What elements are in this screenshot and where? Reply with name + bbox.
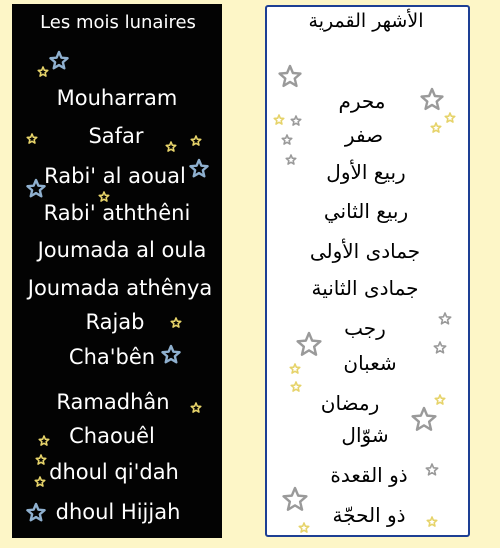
arabic-month-7: رجب: [344, 316, 386, 340]
french-month-7: Rajab: [85, 310, 145, 334]
star-icon: [424, 514, 440, 530]
french-month-6: Joumada athênya: [27, 276, 213, 300]
star-icon: [163, 139, 179, 155]
french-month-10: Chaouêl: [69, 424, 155, 448]
french-month-9: Ramadhân: [56, 390, 170, 414]
arabic-month-10: شوّال: [341, 423, 389, 447]
french-month-4: Rabi' aththêni: [43, 201, 191, 225]
star-icon: [409, 405, 439, 435]
star-icon: [276, 63, 304, 91]
star-icon: [36, 433, 52, 449]
arabic-month-2: صفر: [344, 123, 384, 147]
arabic-month-1: محرم: [338, 89, 386, 113]
arabic-month-6: جمادى الثانية: [311, 276, 419, 300]
star-icon: [24, 131, 40, 147]
french-title: Les mois lunaires: [40, 12, 196, 33]
star-icon: [168, 315, 184, 331]
star-icon: [431, 339, 449, 357]
french-month-3: Rabi' al aoual: [44, 164, 186, 188]
star-icon: [24, 501, 48, 525]
star-icon: [96, 189, 112, 205]
star-icon: [187, 157, 211, 181]
star-icon: [423, 461, 441, 479]
arabic-title: الأشهر القمرية: [308, 10, 424, 32]
star-icon: [188, 133, 204, 149]
french-month-2: Safar: [88, 124, 144, 148]
star-icon: [159, 343, 183, 367]
arabic-month-12: ذو الحجّة: [332, 503, 406, 527]
star-icon: [188, 400, 204, 416]
arabic-month-8: شعبان: [343, 351, 397, 375]
arabic-month-5: جمادى الأولى: [309, 239, 421, 263]
french-month-11: dhoul qi'dah: [49, 460, 179, 484]
star-icon: [35, 64, 51, 80]
star-icon: [33, 452, 49, 468]
star-icon: [428, 120, 444, 136]
star-icon: [32, 474, 48, 490]
star-icon: [283, 152, 299, 168]
star-icon: [24, 177, 48, 201]
french-month-5: Joumada al oula: [37, 238, 207, 262]
star-icon: [271, 112, 287, 128]
star-icon: [288, 379, 304, 395]
star-icon: [296, 520, 312, 536]
arabic-month-11: ذو القعدة: [330, 463, 408, 487]
star-icon: [287, 361, 303, 377]
star-icon: [280, 485, 310, 515]
french-month-1: Mouharram: [56, 86, 178, 110]
french-month-12: dhoul Hijjah: [55, 500, 181, 524]
french-month-8: Cha'bên: [68, 345, 156, 369]
arabic-month-4: ربيع الثاني: [323, 199, 409, 223]
star-icon: [279, 132, 295, 148]
arabic-month-3: ربيع الأول: [326, 160, 406, 184]
star-icon: [288, 113, 304, 129]
star-icon: [442, 110, 458, 126]
star-icon: [436, 310, 454, 328]
arabic-month-9: رمضان: [320, 391, 380, 415]
star-icon: [294, 330, 324, 360]
